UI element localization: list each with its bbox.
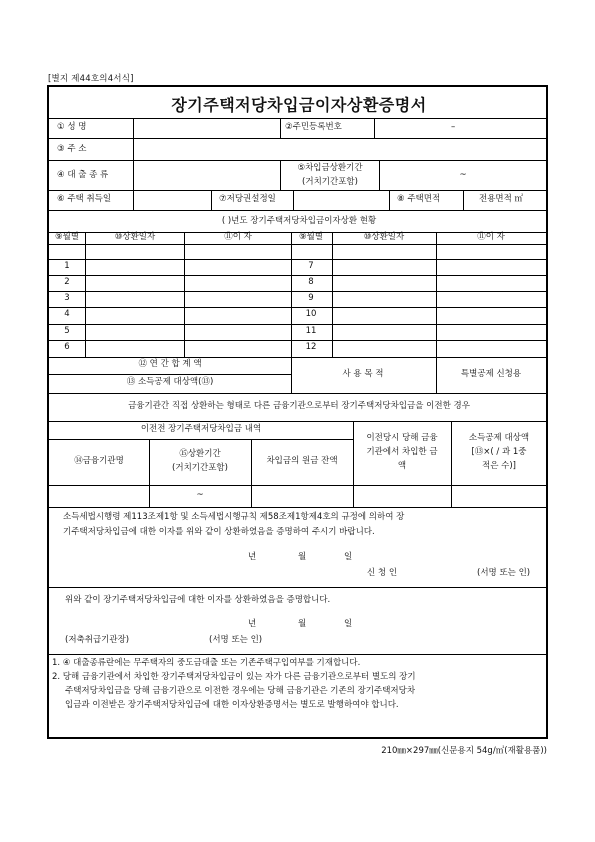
month-cell: 11 [305,326,317,337]
col-month-left: ⑨월별 [54,232,80,243]
month-cell: 4 [64,309,70,320]
deduct-amount-label-2: [⑬×( / 과 1중 [471,447,527,458]
request-year: 년 [248,552,257,562]
col-interest-right: ⑪이 자 [477,232,505,243]
principal-balance-label: 차입금의 원금 잔액 [266,456,338,467]
certificate-form [47,85,548,739]
certify-day: 일 [344,619,353,629]
month-cell: 6 [64,342,70,353]
note-2-cont-2: 입금과 이전받은 장기주택저당차입금에 대한 이자상환증명서는 별도로 발행하여야 합니다. [65,700,399,710]
month-cell: 7 [308,261,314,272]
certify-text: 위와 같이 장기주택저당차입금에 대한 이자를 상환하였음을 증명합니다. [65,595,331,605]
purpose-label: 사 용 목 적 [342,369,384,380]
month-cell: 9 [308,293,314,304]
note-2-cont-1: 주택저당차입금을 당해 금융기관으로 이전한 경우에는 당해 금융기관은 기존의 장기주택저당차 [65,686,416,696]
form-title: 장기주택저당차입금이자상환증명서 [171,95,427,115]
transfer-period-tilde: ~ [196,490,204,501]
transfer-loan-label-2: 기관에서 차입한 금 [366,447,438,458]
mortgage-date-label: ⑦저당권설정일 [219,194,276,204]
month-cell: 8 [308,277,314,288]
period-sub: (거치기간포함) [172,463,228,474]
month-cell: 10 [305,309,317,320]
exclusive-area-label: 전용면적 ㎡ [479,194,524,204]
note-1: 1. ④ 대출종류란에는 무주택자의 중도금대출 또는 기존주택구입여부를 기재합니다. [52,658,361,668]
month-cell: 3 [64,293,70,304]
request-line-1: 소득세법시행령 제113조제1항 및 소득세법시행규칙 제58조제1항제4호의 규정에 의하여 장 [63,512,405,522]
deduct-amount-label-3: 적은 수)] [482,461,516,472]
col-date-left: ⑩상환일자 [114,232,156,243]
transfer-loan-label-1: 이전당시 당해 금융 [366,433,438,444]
certify-year: 년 [248,619,257,629]
month-cell: 1 [64,261,70,272]
annual-total-label: ⑫ 연 간 합 계 액 [138,359,202,370]
loan-type-label: ④ 대 출 종 류 [57,170,109,180]
deduction-target-label: ⑬ 소득공제 대상액(⑬) [126,377,214,388]
deduct-amount-label-1: 소득공제 대상액 [468,433,530,444]
institution-sign: (서명 또는 인) [209,635,263,645]
prior-details-label: 이전전 장기주택저당차입금 내역 [140,424,262,435]
transfer-intro: 금융기관간 직접 상환하는 형태로 다른 금융기관으로부터 장기주택저당차입금을 이전한 경우 [128,401,470,412]
request-line-2: 기주택저당차입금에 대한 이자를 위와 같이 상환하였음을 증명하여 주시기 바랍니다. [63,527,375,537]
certify-month: 월 [298,619,307,629]
rrn-label: ②주민등록번호 [285,122,342,132]
month-cell: 12 [305,342,317,353]
note-2: 2. 당해 금융기관에서 차입한 장기주택저당차입금이 있는 자가 다른 금융기관으로부터 별도의 장기 [52,672,416,682]
rrn-dash: – [451,122,456,132]
col-month-right: ⑨월별 [298,232,324,243]
institution-label: ⑭금융기관명 [74,456,124,467]
status-heading: ( )년도 장기주택저당차입금이자상환 현황 [221,216,377,226]
period-label: ⑮상환기간 [179,449,221,460]
institution-head-label: (저축취급기관장) [65,635,130,645]
request-month: 월 [298,552,307,562]
repay-period-sub: (거치기간포함) [302,177,358,187]
acquired-label: ⑥ 주택 취득일 [57,194,112,204]
transfer-loan-label-3: 액 [397,461,407,472]
month-cell: 5 [64,326,70,337]
applicant-sign: (서명 또는 인) [477,568,531,578]
request-day: 일 [344,552,353,562]
col-date-right: ⑩상환일자 [363,232,405,243]
address-label: ③ 주 소 [57,144,87,154]
form-number-label: [별지 제44호의4서식] [48,74,134,84]
house-area-label: ⑧ 주택면적 [397,194,441,204]
col-interest-left: ⑪이 자 [224,232,252,243]
applicant-label: 신 청 인 [367,568,398,578]
paper-spec-label: 210㎜×297㎜(신문용지 54g/㎡(재활용품)) [381,746,547,756]
repay-period-tilde: ~ [459,170,467,180]
repay-period-label: ⑤차입금상환기간 [297,163,363,173]
month-cell: 2 [64,277,70,288]
special-deduction-label: 특별공제 신청용 [460,369,522,380]
name-label: ① 성 명 [57,122,87,132]
